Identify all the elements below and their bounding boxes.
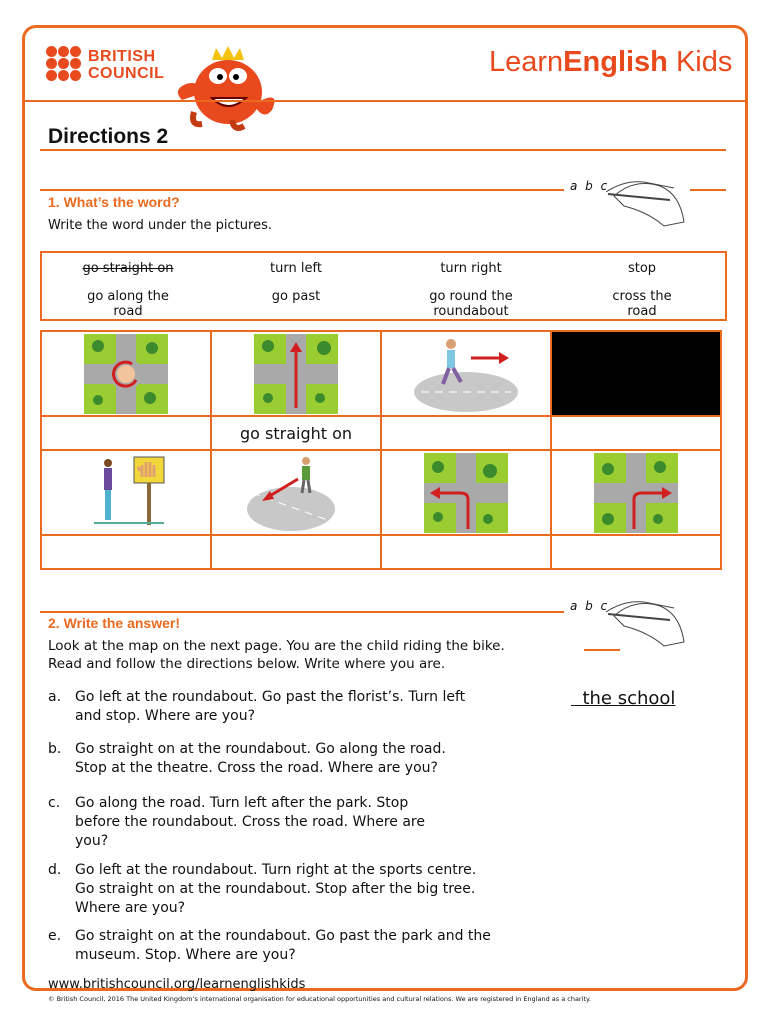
writing-hand-icon	[604, 172, 688, 228]
stop-hand-sign-icon	[84, 453, 168, 533]
picture-cross-road	[211, 450, 381, 535]
bc-line1: BRITISH	[88, 48, 156, 65]
answer-cell-2[interactable]: go straight on	[211, 416, 381, 450]
abc-label-2: a b c	[570, 599, 610, 613]
section1-rule-right	[690, 189, 726, 191]
roundabout-icon	[84, 334, 168, 414]
learnenglish-kids-logo	[489, 46, 732, 79]
lek-learn: Learn	[489, 46, 564, 78]
bc-line2: COUNCIL	[88, 65, 165, 82]
answer-cell-5[interactable]	[41, 535, 211, 569]
picture-grid	[40, 330, 722, 570]
question-e: e. Go straight on at the roundabout. Go past the park and the museum. Stop. Where are you?	[48, 928, 491, 963]
picture-walk-along-road	[381, 331, 551, 416]
answer-cell-6[interactable]	[211, 535, 381, 569]
picture-go-straight	[211, 331, 381, 416]
word-go-round-the-roundabout: go round the roundabout	[429, 289, 513, 319]
section2-rule	[40, 611, 564, 613]
writing-hand-icon	[604, 592, 688, 648]
section2-instruction-1: Look at the map on the next page. You are the child riding the bike.	[48, 638, 505, 654]
answer-cell-1[interactable]	[41, 416, 211, 450]
lek-kids: Kids	[675, 46, 733, 78]
logo-dots-icon	[46, 46, 86, 82]
question-d: d. Go left at the roundabout. Turn right at the sports centre. Go straight on at the roundabout. Stop after the big tree. Where are you?	[48, 862, 477, 916]
lek-english: English	[563, 46, 668, 78]
answer-cell-7[interactable]	[381, 535, 551, 569]
title-underline	[40, 149, 726, 151]
word-stop: stop	[627, 261, 657, 276]
picture-redacted	[551, 331, 721, 416]
straight-road-icon	[254, 334, 338, 414]
section2-instruction-2: Read and follow the directions below. Write where you are.	[48, 656, 446, 672]
question-c: c. Go along the road. Turn left after the park. Stop before the roundabout. Cross the road. Where are you?	[48, 795, 425, 849]
crossing-road-icon	[246, 453, 346, 533]
section2-title: 2. Write the answer!	[48, 615, 181, 631]
picture-turn-right	[551, 450, 721, 535]
turn-right-icon	[594, 453, 678, 533]
answer-cell-4[interactable]	[551, 416, 721, 450]
footer-url[interactable]: www.britishcouncil.org/learnenglishkids	[48, 977, 306, 992]
section2-rule-right	[584, 649, 620, 651]
picture-stop	[41, 450, 211, 535]
word-go-past: go past	[271, 289, 321, 304]
question-b: b. Go straight on at the roundabout. Go along the road. Stop at the theatre. Cross the road. Where are you?	[48, 741, 446, 776]
word-cross-the-road: cross the road	[612, 289, 672, 319]
question-a: a. Go left at the roundabout. Go past the florist’s. Turn left and stop. Where are you?	[48, 689, 466, 724]
header-divider	[25, 100, 745, 102]
section1-rule	[40, 189, 564, 191]
section1-title: 1. What’s the word?	[48, 194, 180, 210]
turn-left-icon	[424, 453, 508, 533]
monster-mascot-icon	[172, 40, 282, 132]
word-go-along-the-road: go along the road	[87, 289, 169, 319]
picture-turn-left	[381, 450, 551, 535]
picture-roundabout	[41, 331, 211, 416]
word-turn-left: turn left	[270, 261, 322, 276]
word-bank	[40, 251, 727, 321]
abc-label: a b c	[570, 179, 610, 193]
answer-cell-3[interactable]	[381, 416, 551, 450]
word-turn-right: turn right	[440, 261, 502, 276]
page-title: Directions 2	[48, 125, 169, 148]
section1-instruction: Write the word under the pictures.	[48, 218, 272, 233]
word-go-straight-on: go straight on	[82, 261, 174, 276]
walking-person-icon	[411, 334, 521, 414]
footer-copyright: © British Council, 2016 The United Kingdom’s international organisation for educational opportunities and cultural relations. We are registered in England as a charity.	[48, 995, 591, 1003]
answer-cell-8[interactable]	[551, 535, 721, 569]
example-answer[interactable]: the school	[571, 688, 676, 709]
